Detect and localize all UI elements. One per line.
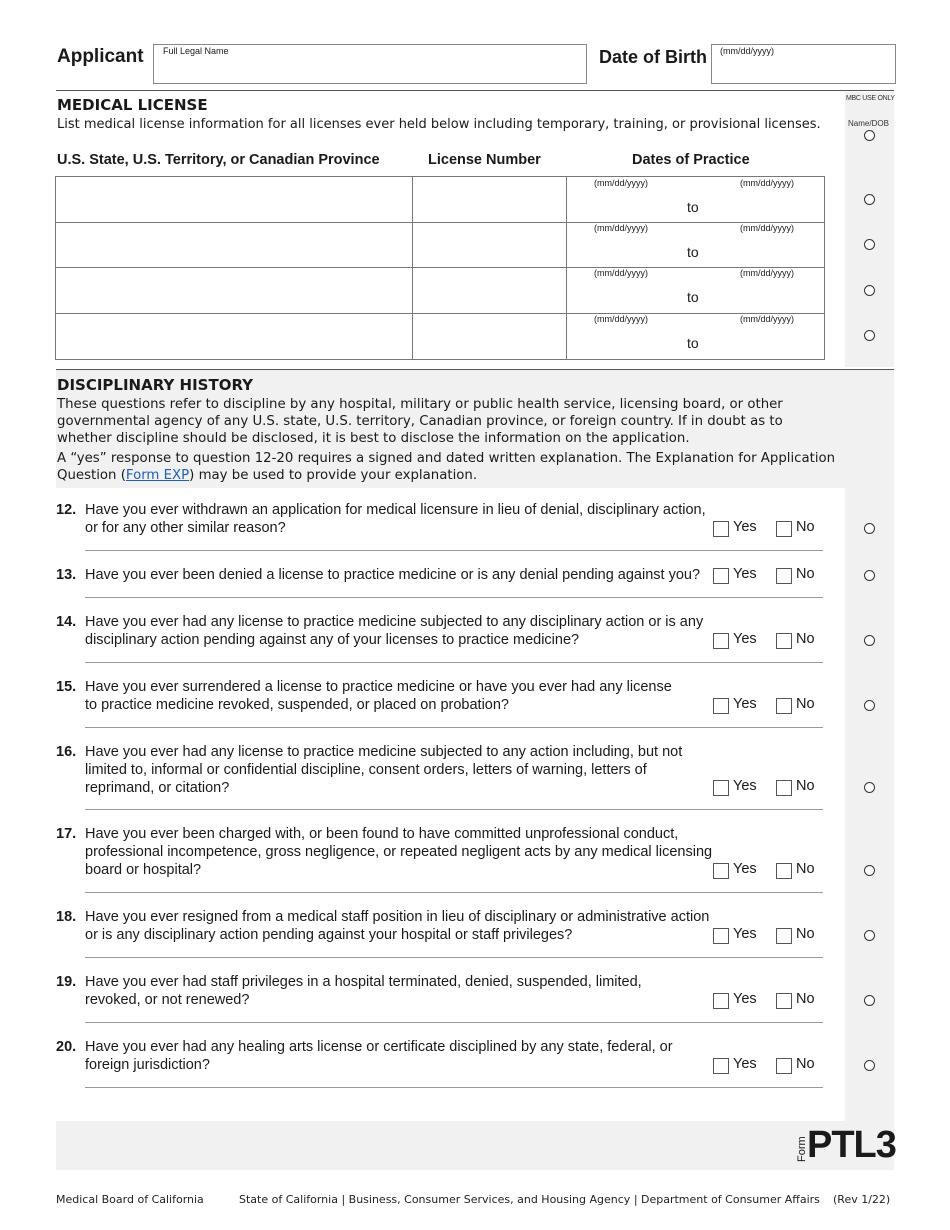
medical-license-title: MEDICAL LICENSE [57,96,208,114]
license-row-1 [56,177,824,222]
question-number: 14. [56,614,77,630]
form-code: PTL3 [807,1124,896,1166]
license-number-input[interactable] [416,224,562,264]
no-label: No [796,566,815,582]
question-19 [56,973,686,1009]
date-to-input[interactable] [716,327,820,353]
license-table [55,176,825,360]
question-number: 17. [56,826,77,842]
question-divider [85,550,823,551]
question-text: Have you ever had any healing arts license or certificate disciplined by any state, federal, or foreign jurisdiction? [85,1039,673,1073]
yes-label: Yes [733,861,757,877]
license-row-3 [56,267,824,313]
question-text: Have you ever surrendered a license to practice medicine or have you ever had any license to practice medicine revoked, suspended, or placed on probation? [85,679,672,713]
q18-yes-checkbox[interactable] [713,928,729,944]
yes-label: Yes [733,696,757,712]
license-number-input[interactable] [416,179,562,219]
license-state-input[interactable] [60,269,408,309]
header-divider [56,90,894,91]
dob-field[interactable] [711,44,896,84]
mbc-check-name-dob[interactable] [864,130,875,141]
disciplinary-note [57,450,842,484]
question-18 [56,908,716,944]
to-label: to [687,244,699,260]
mbc-check-q15[interactable] [864,700,875,711]
question-20 [56,1038,716,1074]
date-to-input[interactable] [716,191,820,217]
note-text-end: ) may be used to provide your explanation. [189,468,478,483]
question-17 [56,825,716,879]
yes-label: Yes [733,926,757,942]
question-text: Have you ever had staff privileges in a hospital terminated, denied, suspended, limited, revoked, or not renewed? [85,974,642,1008]
question-number: 13. [56,567,77,583]
question-text: Have you ever been charged with, or been found to have committed unprofessional conduct, professional incompetence, gross negligence, or repeated negligent acts by any medical licensing board or hospital? [85,826,713,878]
q13-no-checkbox[interactable] [776,568,792,584]
question-text: Have you ever withdrawn an application for medical licensure in lieu of denial, disciplinary action, or for any other similar reason? [85,502,706,536]
q15-no-checkbox[interactable] [776,698,792,714]
no-label: No [796,778,815,794]
to-label: to [687,199,699,215]
full-name-field[interactable] [153,44,587,84]
q18-no-checkbox[interactable] [776,928,792,944]
mbc-use-column-lower [845,488,894,1122]
date-from-input[interactable] [572,191,682,217]
full-name-label: Full Legal Name [163,46,229,56]
license-state-input[interactable] [60,224,408,264]
date-from-input[interactable] [572,236,682,262]
mbc-use-only-label: MBC USE ONLY [846,95,895,102]
date-to-hint: (mm/dd/yyyy) [740,314,794,324]
question-text: Have you ever been denied a license to practice medicine or is any denial pending against you? [85,567,701,583]
question-12 [56,501,716,537]
mbc-check-license-4[interactable] [864,330,875,341]
q16-no-checkbox[interactable] [776,780,792,796]
q15-yes-checkbox[interactable] [713,698,729,714]
section-divider [56,369,894,370]
date-to-hint: (mm/dd/yyyy) [740,178,794,188]
footer-board: Medical Board of California [56,1193,204,1206]
question-text: Have you ever resigned from a medical staff position in lieu of disciplinary or administrative action or is any disciplinary action pending against your hospital or staff privileges? [85,909,710,943]
disciplinary-intro: These questions refer to discipline by any hospital, military or public health service, licensing board, or other governmental agency of any U.S. state, U.S. territory, Canadian province, or foreign country. If in doubt as to whether discipline should be disclosed, it is best to disclose the information on the application. [57,397,783,446]
q17-yes-checkbox[interactable] [713,863,729,879]
question-divider [85,597,823,598]
dob-hint: (mm/dd/yyyy) [720,46,774,56]
question-13 [56,566,736,584]
footer-agency: State of California | Business, Consumer Services, and Housing Agency | Department of Consumer Affairs [239,1193,820,1206]
note-text: A “yes” response to question 12-20 requires a signed and dated written explanation. The Explanation for Application Question ( [57,451,836,483]
q12-no-checkbox[interactable] [776,521,792,537]
license-number-input[interactable] [416,269,562,309]
license-state-input[interactable] [60,179,408,219]
to-label: to [687,289,699,305]
question-14 [56,613,716,649]
question-number: 16. [56,744,77,760]
yes-label: Yes [733,631,757,647]
question-number: 15. [56,679,77,695]
question-divider [85,662,823,663]
date-to-hint: (mm/dd/yyyy) [740,223,794,233]
question-divider [85,1087,823,1088]
date-from-hint: (mm/dd/yyyy) [594,223,648,233]
no-label: No [796,519,815,535]
name-dob-label: Name/DOB [848,119,889,128]
yes-label: Yes [733,991,757,1007]
q14-yes-checkbox[interactable] [713,633,729,649]
license-row-2 [56,222,824,267]
q14-no-checkbox[interactable] [776,633,792,649]
question-number: 19. [56,974,77,990]
q19-no-checkbox[interactable] [776,993,792,1009]
no-label: No [796,861,815,877]
q16-yes-checkbox[interactable] [713,780,729,796]
yes-label: Yes [733,566,757,582]
col-header-state: U.S. State, U.S. Territory, or Canadian Province [57,152,380,168]
mbc-check-q16[interactable] [864,782,875,793]
date-from-hint: (mm/dd/yyyy) [594,268,648,278]
q19-yes-checkbox[interactable] [713,993,729,1009]
applicant-label: Applicant [57,46,144,67]
no-label: No [796,696,815,712]
q13-yes-checkbox[interactable] [713,568,729,584]
q12-yes-checkbox[interactable] [713,521,729,537]
question-divider [85,809,823,810]
question-text: Have you ever had any license to practice medicine subjected to any disciplinary action or is any disciplinary action pending against any of your licenses to practice medicine? [85,614,704,648]
mbc-check-license-2[interactable] [864,239,875,250]
no-label: No [796,631,815,647]
mbc-check-q19[interactable] [864,995,875,1006]
no-label: No [796,991,815,1007]
no-label: No [796,1056,815,1072]
footer-revision: (Rev 1/22) [833,1193,891,1206]
license-number-input[interactable] [416,315,562,355]
question-divider [85,727,823,728]
q20-no-checkbox[interactable] [776,1058,792,1074]
question-16 [56,743,696,797]
yes-label: Yes [733,1056,757,1072]
date-to-input[interactable] [716,281,820,307]
yes-label: Yes [733,519,757,535]
date-from-input[interactable] [572,281,682,307]
to-label: to [687,335,699,351]
mbc-check-q12[interactable] [864,523,875,534]
question-number: 12. [56,502,77,518]
q17-no-checkbox[interactable] [776,863,792,879]
question-number: 18. [56,909,77,925]
mbc-check-q17[interactable] [864,865,875,876]
question-text: Have you ever had any license to practice medicine subjected to any action including, but not limited to, informal or confidential discipline, consent orders, letters of warning, letters of reprimand, or citation? [85,744,683,796]
col-header-dates: Dates of Practice [632,152,750,168]
question-divider [85,892,823,893]
mbc-check-q18[interactable] [864,930,875,941]
date-to-input[interactable] [716,236,820,262]
dob-label: Date of Birth [599,47,707,67]
medical-license-intro: List medical license information for all licenses ever held below including temporary, training, or provisional licenses. [57,117,821,132]
question-15 [56,678,676,714]
mbc-check-q14[interactable] [864,635,875,646]
disciplinary-title: DISCIPLINARY HISTORY [57,376,254,394]
license-row-4 [56,313,824,359]
no-label: No [796,926,815,942]
date-from-hint: (mm/dd/yyyy) [594,178,648,188]
mbc-check-license-3[interactable] [864,285,875,296]
form-id-band [56,1121,894,1170]
form-exp-link[interactable]: Form EXP [125,468,190,483]
mbc-check-license-1[interactable] [864,194,875,205]
mbc-check-q13[interactable] [864,570,875,581]
yes-label: Yes [733,778,757,794]
date-from-input[interactable] [572,327,682,353]
question-divider [85,957,823,958]
form-word: Form [796,1136,808,1162]
question-number: 20. [56,1039,77,1055]
question-divider [85,1022,823,1023]
date-from-hint: (mm/dd/yyyy) [594,314,648,324]
col-header-number: License Number [428,152,541,168]
license-state-input[interactable] [60,315,408,355]
mbc-check-q20[interactable] [864,1060,875,1071]
date-to-hint: (mm/dd/yyyy) [740,268,794,278]
q20-yes-checkbox[interactable] [713,1058,729,1074]
